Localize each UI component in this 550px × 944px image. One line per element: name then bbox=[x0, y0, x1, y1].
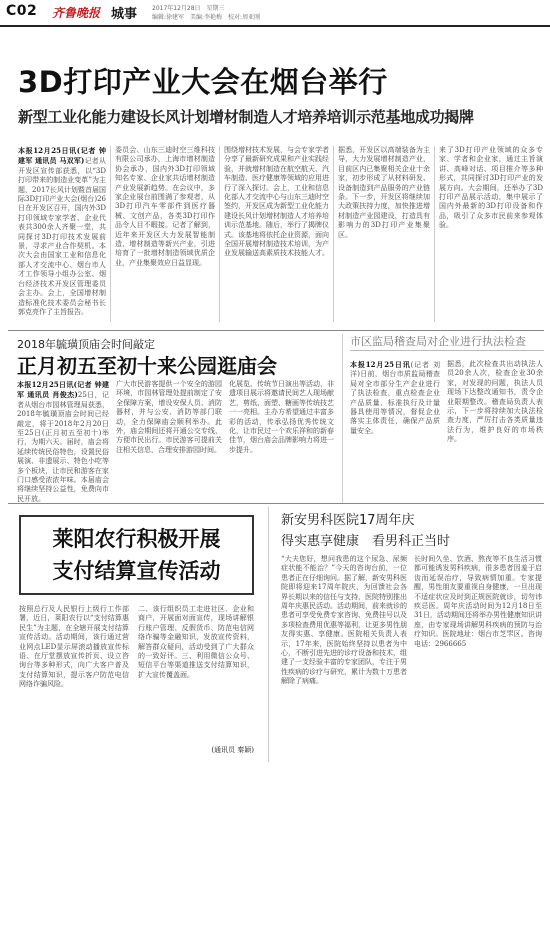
article2-kicker: 2018年毓璜顶庙会时间敲定 bbox=[17, 338, 155, 351]
column-divider bbox=[342, 334, 343, 504]
column-divider bbox=[268, 507, 269, 762]
article1-column-5: 来了3D打印产业领域的众多专家、学者和企业家，通过主旨演讲、高峰对话、项目推介等多种形式，共同探讨3D打印产业的发展方向。大会期间，还举办了3D打印产品展示活动，集中展示了国内外最新的3D打印设备和作品，吸引了众多市民前来参观体验。 bbox=[439, 146, 543, 230]
article5-headline-line1: 新安男科医院17周年庆 bbox=[281, 513, 415, 528]
article3-column-1 bbox=[350, 360, 440, 500]
article4-headline-line2: 支付结算宣传活动 bbox=[52, 559, 221, 583]
article1-column-3: 围绕增材技术发展，与会专家学者分享了最新研究成果和产业实践经验，并就增材制造在航空航天、汽车制造、医疗健康等领域的应用进行了深入探讨。会上，工业和信息化部人才交流中心与山东三迪时空签约，开发区成为新型工业化能力建设长风计划增材制造人才培养培训示范基地。随后，举行了揭牌仪式。该基地将依托企业资源，面向全国开展增材制造技术培训，为产业发展输送高素质技术技能人才。 bbox=[224, 146, 329, 258]
article1-column-4: 据悉，开发区以高端装备为主导，大力发展增材制造产业，目前区内已集聚相关企业十余家，初步形成了从材料研发、设备制造到产品服务的产业链条。下一步，开发区将继续加大政策扶持力度，加快推进增材制造产业园建设，打造具有影响力的3D打印产业集聚区。 bbox=[338, 146, 430, 239]
article2-column-2: 广大市民游客提供一个安全的游园环境，市园林管理处提前制定了安全保障方案，增设安保人员、消防器材，并与公安、消防等部门联动，全力保障庙会顺利举办。此外，庙会期间还将开通公交专线，方便市民出行。市民游客可提前关注相关信息，合理安排游园时间。 bbox=[116, 380, 222, 454]
article2-column-1 bbox=[17, 380, 109, 502]
article3-column-2: 据悉，此次检查共出动执法人员20余人次，检查企业30余家，对发现的问题，执法人员现场下达整改通知书，责令企业限期整改。稽查局负责人表示，下一步将持续加大执法检查力度，严厉打击各类质量违法行为，维护良好的市场秩序。 bbox=[447, 360, 543, 444]
section-divider bbox=[8, 330, 544, 331]
column-divider bbox=[434, 146, 435, 322]
article5-column-1: “大夫您好，想问我患的这个尿急、尿频症状能不能治？”今天的咨询台前，一位患者正在仔细询问。据了解，新安男科医院即将迎来17周年院庆，为回馈社会各界长期以来的信任与支持，医院特别推出周年庆惠民活动。活动期间，前来就诊的患者可享受免费专家咨询、免费挂号以及多项检查费用优惠等福利，让更多男性朋友得实惠、享健康。医院相关负责人表示，17年来，医院始终坚持以患者为中心，不断引进先进的诊疗设备和技术，组建了一支经验丰富的专家团队，专注于男性疾病的诊疗与研究，累计为数十万患者解除了病痛。 bbox=[281, 555, 407, 686]
column-divider bbox=[110, 146, 111, 322]
page-number: C02 bbox=[6, 3, 38, 19]
article3-headline: 市区监局稽查局对企业进行执法检查 bbox=[350, 335, 526, 348]
article3-col1-text: (记者 刘洋)日前，烟台市质监局稽查局对全市部分生产企业进行了执法检查，重点检查企业产品质量、标准执行及计量器具使用等情况，督促企业落实主体责任，确保产品质量安全。 bbox=[350, 361, 440, 435]
article4-column-2: 二、该行组织员工走进社区、企业和商户，开展面对面宣传，现场讲解银行账户管理、反假货币、防范电信网络诈骗等金融知识，发放宣传资料，解答群众疑问，活动受到了广大群众的一致好评。三、利用微信公众号、短信平台等渠道推送支付结算知识，扩大宣传覆盖面。 bbox=[138, 605, 254, 679]
header-divider bbox=[0, 25, 550, 27]
article1-col1-text: 记者从开发区宣传部获悉，以“3D打印带来的制造业变革”为主题，2017长风计划暨首届国际3D打印产业大会(烟台)26日在开发区召开，国内外3D打印领域专家学者、企业代表共300余人齐聚一堂，共同探讨3D打印技术发展前景，寻求产业合作契机。本次大会由国家工业和信息化部人才交流中心、烟台市人才工作领导小组办公室、烟台经济技术开发区管理委员会主办。会上，全国增材制造标准化技术委员会秘书长郭克亮作了主旨报告。 bbox=[18, 157, 106, 316]
article2-col1-text: 25日，记者从烟台市园林管理局获悉，2018年毓璜顶庙会时间已经敲定，将于2018年2月20日至25日(正月初五至初十)举行，为期六天。届时，庙会将延续传统民俗特色，设置民俗展演、非遗展示、特色小吃等多个板块，让市民和游客在家门口感受浓浓年味。本届庙会将继续坚持公益性，免费向市民开放。 bbox=[17, 391, 109, 502]
article1-lead: 本报12月25日讯(记者 钟建军 通讯员 马双军) bbox=[18, 146, 106, 166]
article3-underline bbox=[350, 350, 544, 351]
article4-byline: (通讯员 秦颖) bbox=[211, 746, 254, 754]
editor-line: 编辑:徐建军 美编:李艳梅 校对:周亚刚 bbox=[152, 14, 261, 21]
article5-column-2: 长时间久坐、饮酒、熬夜等不良生活习惯都可能诱发男科疾病，很多患者因羞于启齿而延误治疗，导致病情加重。专家提醒，男性朋友要重视自身健康，一旦出现不适症状应及时到正规医院就诊，切勿讳疾忌医。周年庆活动时间为12月18日至31日，活动期间还将举办男性健康知识讲座，由专家现场讲解男科疾病的预防与治疗知识。医院地址：烟台市芝罘区。咨询电话：2966665 bbox=[414, 555, 542, 648]
section-divider bbox=[8, 503, 544, 504]
date-line: 2017年12月28日 星期三 bbox=[152, 5, 225, 12]
article4-headline-line1: 莱阳农行积极开展 bbox=[52, 527, 221, 551]
column-divider bbox=[219, 146, 220, 322]
article4-column-1: 按照总行及人民银行上级行工作部署，近日，莱阳农行以“支付结算惠民生”为主题，在全辖开展支付结算宣传活动。活动期间，该行通过营业网点LED显示屏滚动播放宣传标语、在厅堂摆放宣传折页、设立咨询台等多种形式，向广大客户普及支付结算知识，提示客户防范电信网络诈骗风险。 bbox=[19, 605, 129, 689]
section-name: 城事 bbox=[111, 7, 138, 22]
article1-column-1 bbox=[18, 146, 106, 322]
newspaper-logo: 齐鲁晚报 bbox=[52, 6, 101, 20]
article1-column-2: 委员会、山东三迪时空三维科技有限公司承办，上海市增材制造协会承办，国内外3D打印领域知名专家、企业家共话增材制造产业发展新趋势。在会议中，多家企业展台前围满了参观者，从3D打印汽车零部件到医疗器械、文创产品，各类3D打印作品令人目不暇接。记者了解到，近年来开发区大力发展智能制造、增材制造等新兴产业，引进培育了一批增材制造领域优质企业，产业集聚效应日益显现。 bbox=[115, 146, 215, 267]
article2-column-3: 化展览、传统节日演出等活动，非遗项目展示将邀请民间艺人现场献艺，剪纸、面塑、糖画等传统技艺一一亮相。主办方希望通过丰富多彩的活动，传承弘扬优秀传统文化，让市民过一个欢乐祥和的新春佳节，烟台庙会品牌影响力将进一步提升。 bbox=[229, 380, 334, 454]
main-headline: 3D打印产业大会在烟台举行 bbox=[18, 65, 388, 99]
article2-headline: 正月初五至初十来公园逛庙会 bbox=[17, 354, 277, 378]
article2-lead: 本报12月25日讯(记者 钟建军 通讯员 肖俊杰) bbox=[17, 380, 109, 400]
article3-lead: 本报12月25日讯 bbox=[350, 360, 411, 369]
article5-headline-line2: 得实惠享健康 看男科正当时 bbox=[281, 534, 451, 549]
main-subheadline: 新型工业化能力建设长风计划增材制造人才培养培训示范基地成功揭牌 bbox=[18, 108, 474, 126]
article4-title-box bbox=[19, 515, 254, 595]
column-divider bbox=[333, 146, 334, 322]
